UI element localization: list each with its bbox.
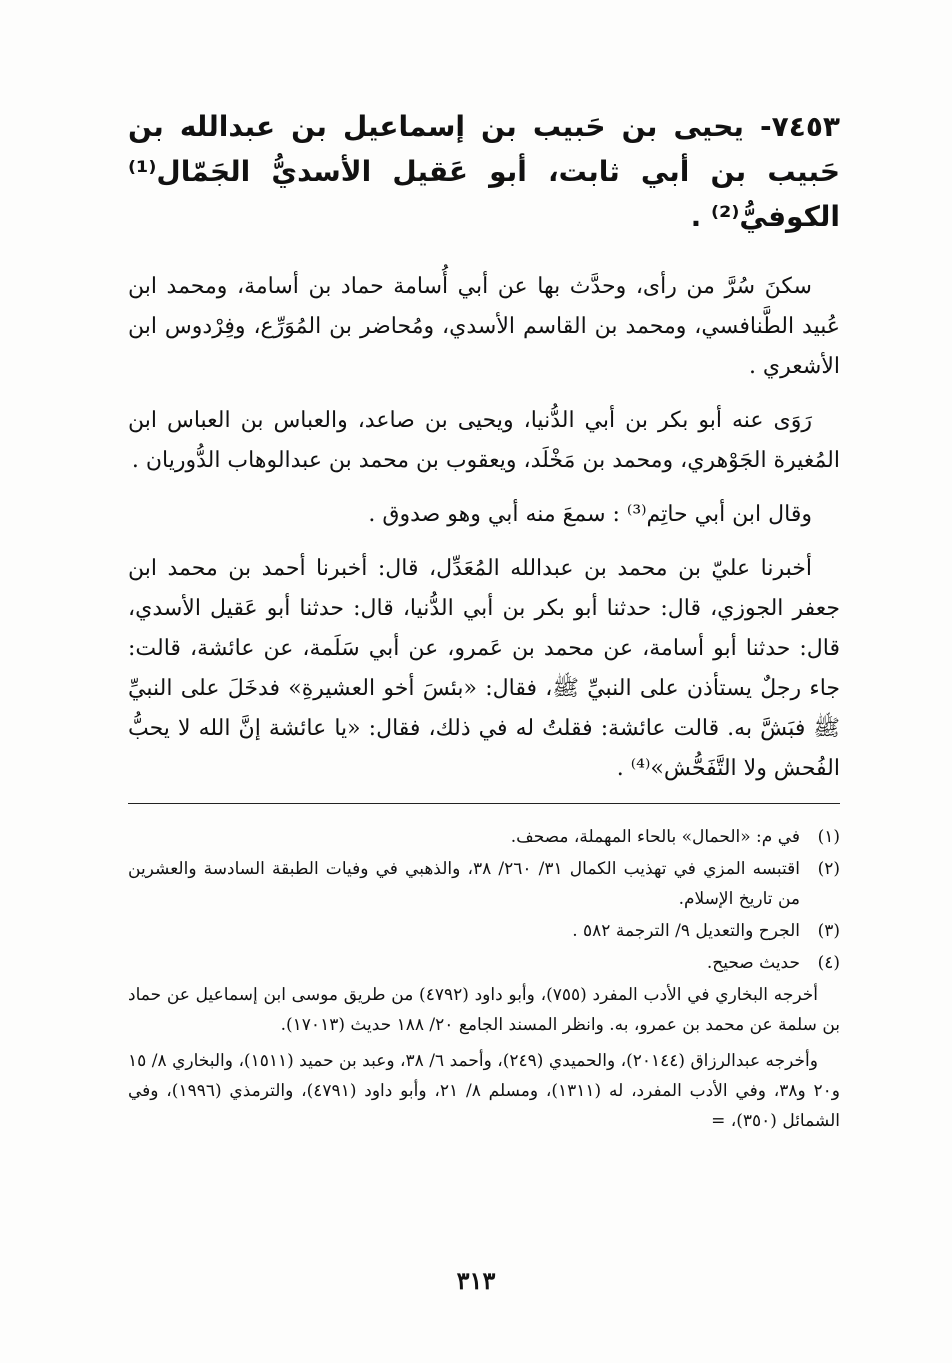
paragraph-residence: سكنَ سُرَّ من رأى، وحدَّث بها عن أبي أُسامة حماد بن أسامة، ومحمد ابن عُبيد الطَّنافسي، ومحمد بن القاسم الأسدي، ومُحاضر بن المُوَرِّع، وفِرْدوس ابن الأشعري . bbox=[128, 274, 840, 379]
footnote-text: حديث صحيح. bbox=[706, 953, 800, 973]
footnote-divider bbox=[128, 803, 840, 804]
footnote-text: الجرح والتعديل ٩/ الترجمة ٥٨٢ . bbox=[572, 921, 800, 941]
footnote-4-sources-b: وأخرجه عبدالرزاق (٢٠١٤٤)، والحميدي (٢٤٩)، وأحمد ٦/ ٣٨، وعبد بن حميد (١٥١١)، والبخاري ٨/ ١٥ و٢٠ و٣٨، وفي الأدب المفرد، له (١٣١١)، ومسلم ٨/ ٢١، وأبو داود (٤٧٩١)، والترمذي (١٩٩٦)، وفي الشمائل (٣٥٠)، = bbox=[128, 1051, 840, 1131]
footnote-text: اقتبسه المزي في تهذيب الكمال ٣١/ ٢٦٠/ ٣٨، والذهبي في وفيات الطبقة السادسة والعشرين من تاريخ الإسلام. bbox=[128, 859, 801, 909]
footnote-3 bbox=[128, 916, 840, 946]
page-number: ٣١٣ bbox=[456, 1266, 496, 1295]
paragraph-narrators: رَوَى عنه أبو بكر بن أبي الدُّنيا، ويحيى بن صاعد، والعباس بن العباس ابن المُغيرة الجَوْهري، ومحمد بن مَخْلَد، ويعقوب بن محمد بن عبدالوهاب الدُّوريان . bbox=[128, 408, 840, 473]
page-content bbox=[128, 104, 840, 1142]
footnote-number: (١) bbox=[817, 827, 840, 847]
footnote-number: (٣) bbox=[817, 921, 840, 941]
entry-heading: ٧٤٥٣- يحيى بن حَبيب بن إسماعيل بن عبدالله بن حَبيب بن أبي ثابت، أبو عَقيل الأسديُّ الجَمّال⁽¹⁾ الكوفيُّ⁽²⁾ . bbox=[128, 110, 840, 233]
paragraph-ibn-abi-hatim: وقال ابن أبي حاتِم⁽³⁾ : سمعَ منه أبي وهو صدوق . bbox=[368, 502, 812, 527]
footnote-1 bbox=[128, 822, 840, 852]
footnote-number: (٢) bbox=[817, 859, 840, 879]
footnote-4 bbox=[128, 948, 840, 978]
paragraph-hadith: أخبرنا عليّ بن محمد بن عبدالله المُعَدِّل، قال: أخبرنا أحمد بن محمد ابن جعفر الجوزي، قال: حدثنا أبو بكر بن أبي الدُّنيا، قال: حدثنا أبو عَقيل الأسدي، قال: حدثنا أبو أسامة، عن محمد بن عَمرو، عن أبي سَلَمة، عن عائشة، قالت: جاء رجلٌ يستأذن على النبيِّ ﷺ، فقال: «بئسَ أخو العشيرةِ» فدخَلَ على النبيِّ ﷺ فبَشَّ به. قالت عائشة: فقلتُ له في ذلك، فقال: «يا عائشة إنَّ الله لا يحبُّ الفُحش ولا التَّفَحُّش»⁽⁴⁾ . bbox=[128, 556, 841, 781]
footnote-text: في م: «الحمال» بالحاء المهملة، مصحف. bbox=[510, 827, 800, 847]
footnote-2 bbox=[128, 854, 840, 914]
footnote-number: (٤) bbox=[817, 953, 840, 973]
footnote-4-sources-a: أخرجه البخاري في الأدب المفرد (٧٥٥)، وأبو داود (٤٧٩٢) من طريق موسى ابن إسماعيل عن حماد بن سلمة عن محمد بن عمرو، به. وانظر المسند الجامع ٢٠/ ١٨٨ حديث (١٧٠١٣). bbox=[128, 985, 840, 1035]
